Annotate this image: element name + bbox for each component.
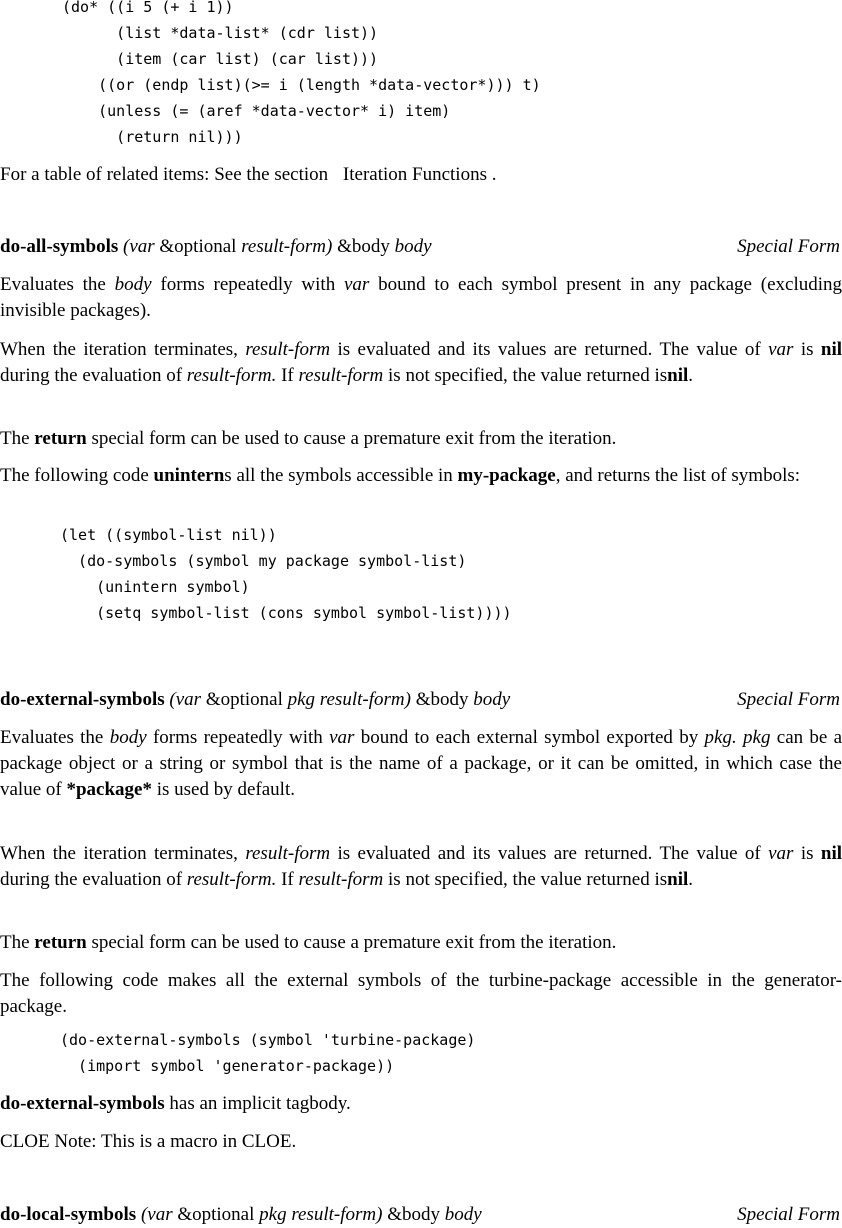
term-return: return bbox=[34, 932, 87, 953]
text-run: is bbox=[800, 339, 814, 360]
term-my-package: my-package bbox=[457, 465, 556, 486]
text-run: The following code makes all the external symbols of the turbine-package accessible in the generator-package. bbox=[0, 970, 842, 1017]
arg-var: (var bbox=[123, 236, 155, 257]
paragraph-tagbody bbox=[0, 1091, 842, 1117]
text-run: is not specified, the value returned is bbox=[388, 869, 668, 890]
term-pkg: pkg. bbox=[704, 727, 737, 748]
arg-body-keyword: &body bbox=[387, 1204, 440, 1225]
code-block-do-star bbox=[62, 0, 822, 150]
entry-kind: Special Form bbox=[737, 689, 840, 710]
text-run: forms repeatedly with bbox=[152, 727, 323, 748]
see-also-link[interactable]: Iteration Functions bbox=[342, 164, 487, 185]
text-run: bound to each external symbol exported by bbox=[360, 727, 699, 748]
term-result-form: result-form bbox=[298, 365, 384, 386]
text-run: has an implicit tagbody. bbox=[169, 1093, 351, 1114]
text-run: When the iteration terminates, bbox=[0, 339, 238, 360]
text-run: special form can be used to cause a premature exit from the iteration. bbox=[91, 428, 617, 449]
text-run: is not specified, the value returned is bbox=[388, 365, 668, 386]
function-name: do-external-symbols bbox=[0, 689, 165, 710]
arg-body-keyword: &body bbox=[337, 236, 390, 257]
arg-body: body bbox=[394, 236, 432, 257]
term-var: var bbox=[768, 339, 794, 360]
arg-body: body bbox=[473, 689, 511, 710]
code-text: (let ((symbol-list nil)) (do-symbols (symbol my package symbol-list) (unintern symbol) (setq symbol-list (cons symbol symbol-list)))) bbox=[60, 526, 512, 622]
entry-kind: Special Form bbox=[737, 236, 840, 257]
paragraph-cloe-note bbox=[0, 1129, 842, 1155]
term-package-variable: *package* bbox=[66, 779, 152, 800]
arg-var: (var bbox=[140, 1204, 173, 1225]
term-result-form: result-form. bbox=[186, 365, 277, 386]
code-block-do-external-symbols bbox=[60, 1027, 820, 1079]
text-run: If bbox=[281, 869, 294, 890]
arg-rest: pkg result-form) bbox=[287, 689, 411, 710]
code-text: (do-external-symbols (symbol 'turbine-package) (import symbol 'generator-package)) bbox=[60, 1031, 476, 1075]
term-unintern: unintern bbox=[153, 465, 225, 486]
text-run: , and returns the list of symbols: bbox=[555, 465, 801, 486]
function-name: do-all-symbols bbox=[0, 236, 119, 257]
text-run: If bbox=[281, 365, 294, 386]
term-nil: nil bbox=[667, 869, 689, 890]
text-run: is used by default. bbox=[156, 779, 295, 800]
text-run: during the evaluation of bbox=[0, 365, 183, 386]
text-run: special form can be used to cause a premature exit from the iteration. bbox=[91, 932, 617, 953]
paragraph-return bbox=[0, 426, 842, 452]
see-also-line bbox=[0, 162, 842, 188]
term-result-form: result-form bbox=[245, 339, 331, 360]
entry-header-do-local-symbols bbox=[0, 1202, 842, 1228]
see-also-suffix: . bbox=[491, 164, 497, 185]
entry-kind: Special Form bbox=[737, 1204, 840, 1225]
text-run: . bbox=[688, 365, 694, 386]
code-block-do-symbols bbox=[60, 522, 820, 626]
text-run: CLOE Note: This is a macro in CLOE. bbox=[0, 1131, 297, 1152]
function-name: do-local-symbols bbox=[0, 1204, 137, 1225]
term-return: return bbox=[34, 428, 87, 449]
text-run: . bbox=[688, 869, 694, 890]
term-pkg: pkg bbox=[743, 727, 771, 748]
term-result-form: result-form bbox=[245, 843, 331, 864]
arg-rest: pkg result-form) bbox=[259, 1204, 383, 1225]
term-result-form: result-form bbox=[298, 869, 384, 890]
text-run: The bbox=[0, 428, 30, 449]
code-text: (do* ((i 5 (+ i 1)) (list *data-list* (cdr list)) (item (car list) (car list))) ((or (endp list)(>= i (length *data-vector*))) t) (unless (= (aref *data-vector* i) item) (return nil))) bbox=[62, 0, 541, 146]
paragraph-termination bbox=[0, 841, 842, 893]
paragraph-termination bbox=[0, 337, 842, 389]
text-run: The following code bbox=[0, 465, 149, 486]
term-var: var bbox=[344, 274, 370, 295]
text-run: is evaluated and its values are returned. The value of bbox=[337, 843, 761, 864]
entry-header-do-all-symbols bbox=[0, 234, 842, 260]
text-run: forms repeatedly with bbox=[160, 274, 336, 295]
text-run: can be a package object or a string or symbol that is the name of a package, or it can be omitted, in which case the value of bbox=[0, 727, 842, 800]
arg-body: body bbox=[444, 1204, 482, 1225]
term-function-name: do-external-symbols bbox=[0, 1093, 165, 1114]
paragraph-description bbox=[0, 725, 842, 803]
paragraph-description bbox=[0, 272, 842, 324]
term-nil: nil bbox=[820, 843, 842, 864]
term-var: var bbox=[768, 843, 794, 864]
text-run: is evaluated and its values are returned. The value of bbox=[337, 339, 761, 360]
paragraph-return bbox=[0, 930, 842, 956]
term-body: body bbox=[114, 274, 152, 295]
term-result-form: result-form. bbox=[186, 869, 277, 890]
text-run: Evaluates the bbox=[0, 727, 104, 748]
arg-optional-keyword: &optional bbox=[205, 689, 283, 710]
text-run: Evaluates the bbox=[0, 274, 106, 295]
text-run: bound to each symbol present in any package (excluding invisible packages). bbox=[0, 274, 842, 321]
arg-var: (var bbox=[169, 689, 202, 710]
term-body: body bbox=[109, 727, 147, 748]
entry-header-do-external-symbols bbox=[0, 687, 842, 713]
term-nil: nil bbox=[667, 365, 689, 386]
text-run: The bbox=[0, 932, 30, 953]
term-var: var bbox=[329, 727, 355, 748]
arg-rest: result-form) bbox=[241, 236, 333, 257]
text-run: during the evaluation of bbox=[0, 869, 183, 890]
text-run: When the iteration terminates, bbox=[0, 843, 238, 864]
arg-optional-keyword: &optional bbox=[177, 1204, 255, 1225]
term-nil: nil bbox=[820, 339, 842, 360]
text-run: is bbox=[800, 843, 814, 864]
arg-optional-keyword: &optional bbox=[159, 236, 237, 257]
text-run: s all the symbols accessible in bbox=[224, 465, 453, 486]
arg-body-keyword: &body bbox=[415, 689, 469, 710]
paragraph-example-intro bbox=[0, 968, 842, 1020]
paragraph-example-intro bbox=[0, 463, 842, 489]
see-also-prefix: For a table of related items: See the section bbox=[0, 164, 329, 185]
